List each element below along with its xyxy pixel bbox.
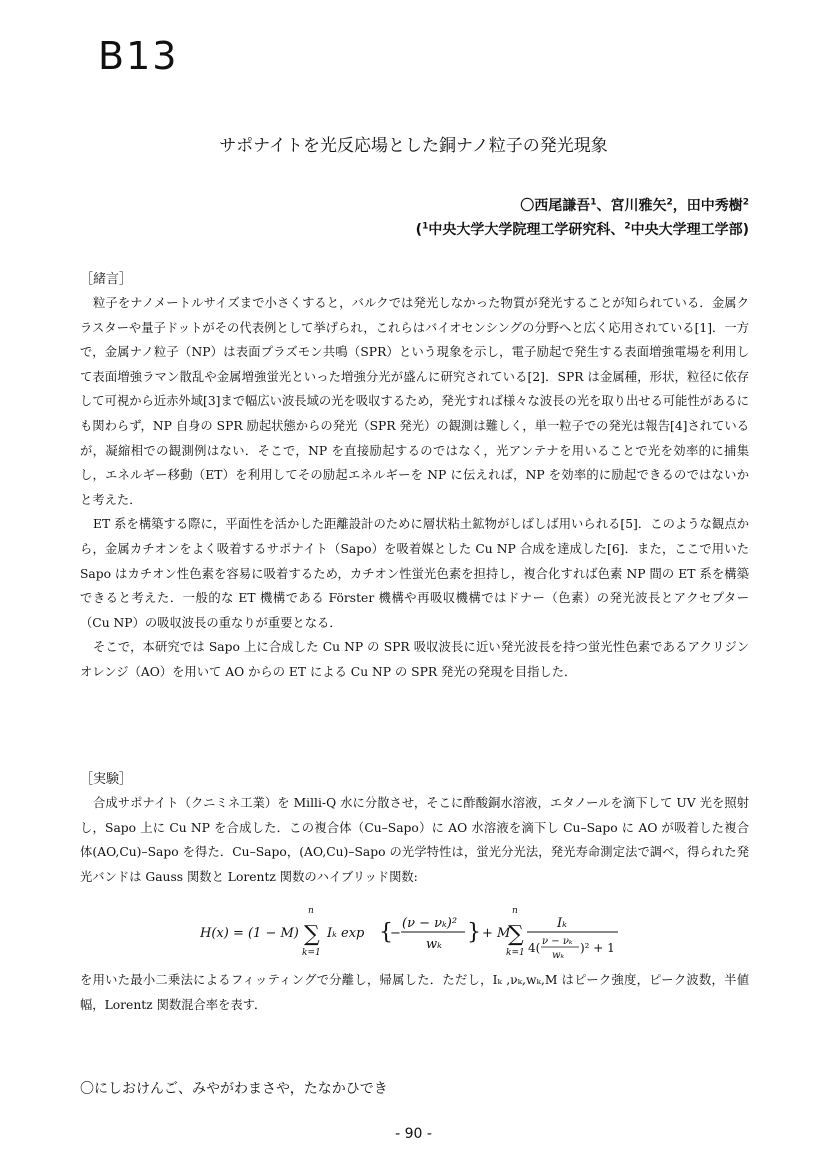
affiliation-1: 中央大学大学院理工学研究科、	[428, 222, 625, 238]
author-1: 〇西尾謙吾	[520, 198, 591, 214]
page-number: - 90 -	[395, 1126, 432, 1142]
brace-open: {	[378, 920, 393, 945]
formula-lhs: H(x) = (1 − M)	[199, 926, 299, 941]
sum1-top: n	[307, 906, 314, 916]
author-2-affil: 2	[666, 197, 673, 208]
frac1-denominator: wₖ	[425, 937, 442, 952]
intro-paragraph-1: 粒子をナノメートルサイズまで小さくすると，バルクでは発光しなかった物質が発光することが知られている．金属クラスターや量子ドットがその代表例として挙げられ，これらはバイオセンシングの分野へと広く応用されている[1]．一方で，金属ナノ粒子（NP）は表面プラズモン共鳴（SPR）という現象を示し，電子励起で発生する表面増強電場を利用して表面増強ラマン散乱や金属増強蛍光といった増強分光が盛んに研究されている[2]．SPR は金属種，形状，粒径に依存して可視から近赤外域[3]まで幅広い波長域の光を吸収するため，発光すれば様々な波長の光を取り出せる可能性があるにも関わらず，NP 自身の SPR 励起状態からの発光（SPR 発光）の観測は難しく，単一粒子での発光は報告[4]されているが，凝縮相での観測例はない．そこで，NP を直接励起するのではなく，光アンテナを用いることで光を効率的に捕集し，エネルギー移動（ET）を利用してその励起エネルギーを NP に伝えれば，NP を効率的に励起できるのではないかと考えた．	[80, 296, 749, 507]
author-3: ，田中秀樹	[672, 198, 743, 214]
author-3-affil: 2	[742, 197, 749, 208]
sum2-top: n	[511, 906, 518, 916]
affiliation-open: (	[415, 222, 423, 238]
experiment-continuation	[80, 968, 749, 1017]
frac2-den-num: ν − νₖ	[541, 936, 573, 947]
formula-term1: Iₖ exp	[326, 926, 364, 941]
intro-section	[80, 268, 749, 685]
frac2-numerator: Iₖ	[556, 916, 567, 931]
intro-paragraph-2: ET 系を構築する際に，平面性を活かした距離設計のために層状粘土鉱物がしばしば用いられる[5]．このような観点から，金属カチオンをよく吸着するサポナイト（Sapo）を吸着媒とした Cu NP 合成を達成した[6]．また，ここで用いた Sapo はカチオン性色素を容易に吸着するため，カチオン性蛍光色素を担持し，複合化すれば色素 NP 間の ET 系を構築できると考えた．一般的な ET 機構である Förster 機構や再吸収機構ではドナー（色素）の発光波長とアクセプター（Cu NP）の吸収波長の重なりが重要となる．	[80, 517, 749, 630]
experiment-heading: ［実験］	[80, 772, 133, 787]
minus-sign: −	[389, 926, 401, 941]
sum1-bottom: k=1	[301, 948, 321, 958]
author-2: 、宮川雅矢	[596, 198, 667, 214]
frac2-den-den: wₖ	[551, 950, 564, 961]
experiment-paragraph-1: 合成サポナイト（クニミネ工業）を Milli-Q 水に分散させ，そこに酢酸銅水溶液，エタノールを滴下して UV 光を照射し，Sapo 上に Cu NP を合成した．この複合体（Cu–Sapo）に AO 水溶液を滴下し Cu–Sapo に AO が吸着した複合体(AO,Cu)–Sapo を得た．Cu–Sapo，(AO,Cu)–Sapo の光学特性は，蛍光分光法，発光寿命測定法で調べ，得られた発光バンドは Gauss 関数と Lorentz 関数のハイブリッド関数:	[80, 796, 749, 884]
formula-plus-m: + M	[481, 926, 510, 941]
experiment-section	[80, 768, 749, 889]
sum1-symbol: ∑	[303, 922, 320, 947]
author-list	[520, 195, 749, 215]
intro-paragraph-3: そこで，本研究では Sapo 上に合成した Cu NP の SPR 吸収波長に近い発光波長を持つ蛍光性色素であるアクリジンオレンジ（AO）を用いて AO からの ET による Cu NP の SPR 発光の発現を目指した．	[80, 640, 749, 679]
brace-close: }	[466, 920, 481, 945]
frac2-den-b: )² + 1	[579, 941, 615, 955]
sum2-symbol: ∑	[507, 922, 524, 947]
author-1-affil: 1	[590, 197, 597, 208]
author-kana: 〇にしおけんご、みやがわまさや，たなかひでき	[80, 1081, 388, 1097]
hybrid-function-formula	[80, 903, 749, 963]
affiliation	[416, 219, 749, 239]
frac2-den-a: 4(	[527, 941, 540, 955]
affiliation-2: 中央大学理工学部)	[630, 222, 749, 238]
intro-heading: ［緒言］	[80, 272, 133, 287]
paper-title: サポナイトを光反応場とした銅ナノ粒子の発光現象	[219, 136, 608, 156]
abstract-code: B13	[98, 34, 179, 78]
sum2-bottom: k=1	[505, 948, 525, 958]
frac1-numerator: (ν − νₖ)²	[401, 916, 457, 931]
experiment-paragraph-2: を用いた最小二乗法によるフィッティングで分離し，帰属した．ただし，Iₖ ,νₖ,wₖ,M はピーク強度，ピーク波数，半値幅，Lorentz 関数混合率を表す．	[80, 973, 749, 1012]
affiliation-mark-1: 1	[422, 221, 429, 232]
affiliation-mark-2: 2	[624, 221, 631, 232]
